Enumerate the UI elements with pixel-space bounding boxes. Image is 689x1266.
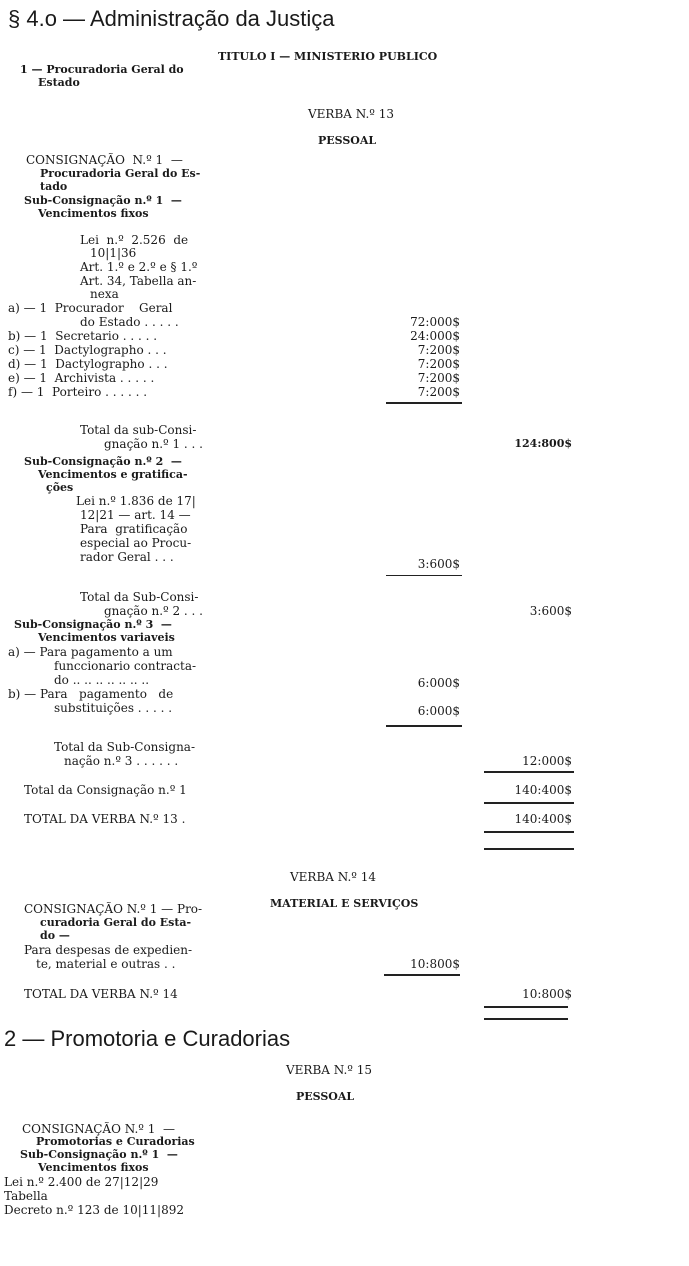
item-label: b) — 1 Secretario . . . . . — [8, 329, 158, 343]
total-value: 3:600$ — [529, 604, 572, 618]
item-value: 24:000$ — [410, 329, 460, 343]
text-line: Total da Sub-Consigna- — [54, 740, 196, 754]
sum-rule — [484, 771, 574, 773]
verba-13-title: VERBA N.º 13 — [308, 107, 395, 121]
text-line: Tabella — [4, 1189, 48, 1203]
sub1-line: Estado — [38, 76, 80, 89]
sum-rule — [484, 1006, 568, 1008]
text-line: b) — Para pagamento de — [8, 687, 174, 701]
item-value: 7:200$ — [417, 343, 460, 357]
sum-rule — [386, 575, 462, 576]
text-line: Sub-Consignação n.º 2 — — [24, 455, 182, 468]
text-line: Decreto n.º 123 de 10|11|892 — [4, 1203, 184, 1217]
item-value: 6:000$ — [417, 704, 460, 718]
text-line: Art. 34, Tabella an- — [80, 274, 197, 288]
item-label: e) — 1 Archivista . . . . . — [8, 371, 155, 385]
text-line: Procuradoria Geral do Es- — [40, 167, 201, 180]
text-line: te, material e outras . . — [36, 957, 176, 971]
text-line: Vencimentos fixos — [38, 207, 149, 220]
item-value: 6:000$ — [417, 676, 460, 690]
sum-rule — [484, 1018, 568, 1020]
item-label: f) — 1 Porteiro . . . . . . — [8, 385, 148, 399]
text-line: do — — [40, 929, 70, 942]
text-line: Total da Sub-Consi- — [80, 590, 199, 604]
text-line: TOTAL DA VERBA N.º 14 — [24, 987, 178, 1001]
text-line: especial ao Procu- — [80, 536, 192, 550]
sum-rule — [484, 802, 574, 804]
text-line: Art. 1.º e 2.º e § 1.º — [80, 260, 198, 274]
total-value: 140:400$ — [514, 812, 572, 826]
text-line: CONSIGNAÇÃO N.º 1 — — [26, 153, 183, 167]
text-line: Vencimentos fixos — [38, 1161, 149, 1174]
item-label: do Estado . . . . . — [80, 315, 179, 329]
text-line: 10|1|36 — [90, 246, 137, 260]
text-line: CONSIGNAÇÃO N.º 1 — — [22, 1122, 175, 1136]
text-line: Lei n.º 2.526 de — [80, 233, 189, 247]
text-line: Para gratificação — [80, 522, 188, 536]
titulo-heading: TITULO I — MINISTERIO PUBLICO — [218, 50, 438, 63]
verba-13-subtitle: PESSOAL — [318, 134, 377, 147]
text-line: ções — [46, 481, 74, 494]
sub1-line: 1 — Procuradoria Geral do — [20, 63, 184, 76]
sum-rule — [386, 725, 462, 727]
text-line: nexa — [90, 287, 119, 301]
text-line: Sub-Consignação n.º 1 — — [24, 194, 182, 207]
text-line: CONSIGNAÇÃO N.º 1 — Pro- — [24, 902, 203, 916]
item-label: d) — 1 Dactylographo . . . — [8, 357, 168, 371]
text-line: curadoria Geral do Esta- — [40, 916, 192, 929]
item-label: a) — 1 Procurador Geral — [8, 301, 173, 315]
total-value: 140:400$ — [514, 783, 572, 797]
section-2-title: 2 — Promotoria e Curadorias — [4, 1026, 291, 1051]
item-value: 7:200$ — [417, 371, 460, 385]
text-line: gnação n.º 2 . . . — [104, 604, 203, 618]
text-line: Promotorias e Curadorias — [36, 1135, 195, 1148]
text-line: Para despesas de expedien- — [24, 943, 193, 957]
text-line: a) — Para pagamento a um — [8, 645, 173, 659]
verba-14-title: VERBA N.º 14 — [290, 870, 377, 884]
text-line: funccionario contracta- — [54, 659, 197, 673]
item-value: 7:200$ — [417, 385, 460, 399]
text-line: Total da sub-Consi- — [80, 423, 197, 437]
verba-14-subtitle: MATERIAL E SERVIÇOS — [270, 897, 419, 910]
total-value: 124:800$ — [514, 437, 572, 450]
total-value: 12:000$ — [522, 754, 572, 768]
sum-rule — [484, 848, 574, 850]
text-line: Vencimentos variaveis — [38, 631, 175, 644]
text-line: TOTAL DA VERBA N.º 13 . — [24, 812, 186, 826]
text-line: do .. .. .. .. .. .. .. — [54, 673, 150, 687]
sum-rule — [386, 402, 462, 404]
verba-15-subtitle: PESSOAL — [296, 1090, 355, 1103]
text-line: nação n.º 3 . . . . . . — [64, 754, 179, 768]
sum-rule — [384, 974, 460, 976]
item-value: 10:800$ — [410, 957, 460, 971]
text-line: Lei n.º 1.836 de 17| — [76, 494, 196, 508]
item-value: 72:000$ — [410, 315, 460, 329]
verba-15-title: VERBA N.º 15 — [286, 1063, 373, 1077]
total-value: 10:800$ — [522, 987, 572, 1001]
sum-rule — [484, 831, 574, 833]
text-line: rador Geral . . . — [80, 550, 174, 564]
section-title: § 4.o — Administração da Justiça — [8, 6, 335, 31]
text-line: Sub-Consignação n.º 3 — — [14, 618, 172, 631]
text-line: 12|21 — art. 14 — — [80, 508, 191, 522]
text-line: Total da Consignação n.º 1 — [24, 783, 187, 797]
text-line: Sub-Consignação n.º 1 — — [20, 1148, 178, 1161]
text-line: tado — [40, 180, 68, 193]
item-value: 7:200$ — [417, 357, 460, 371]
text-line: Lei n.º 2.400 de 27|12|29 — [4, 1175, 159, 1189]
item-value: 3:600$ — [417, 557, 460, 571]
text-line: substituições . . . . . — [54, 701, 173, 715]
text-line: Vencimentos e gratifica- — [38, 468, 188, 481]
item-label: c) — 1 Dactylographo . . . — [8, 343, 167, 357]
text-line: gnação n.º 1 . . . — [104, 437, 203, 451]
